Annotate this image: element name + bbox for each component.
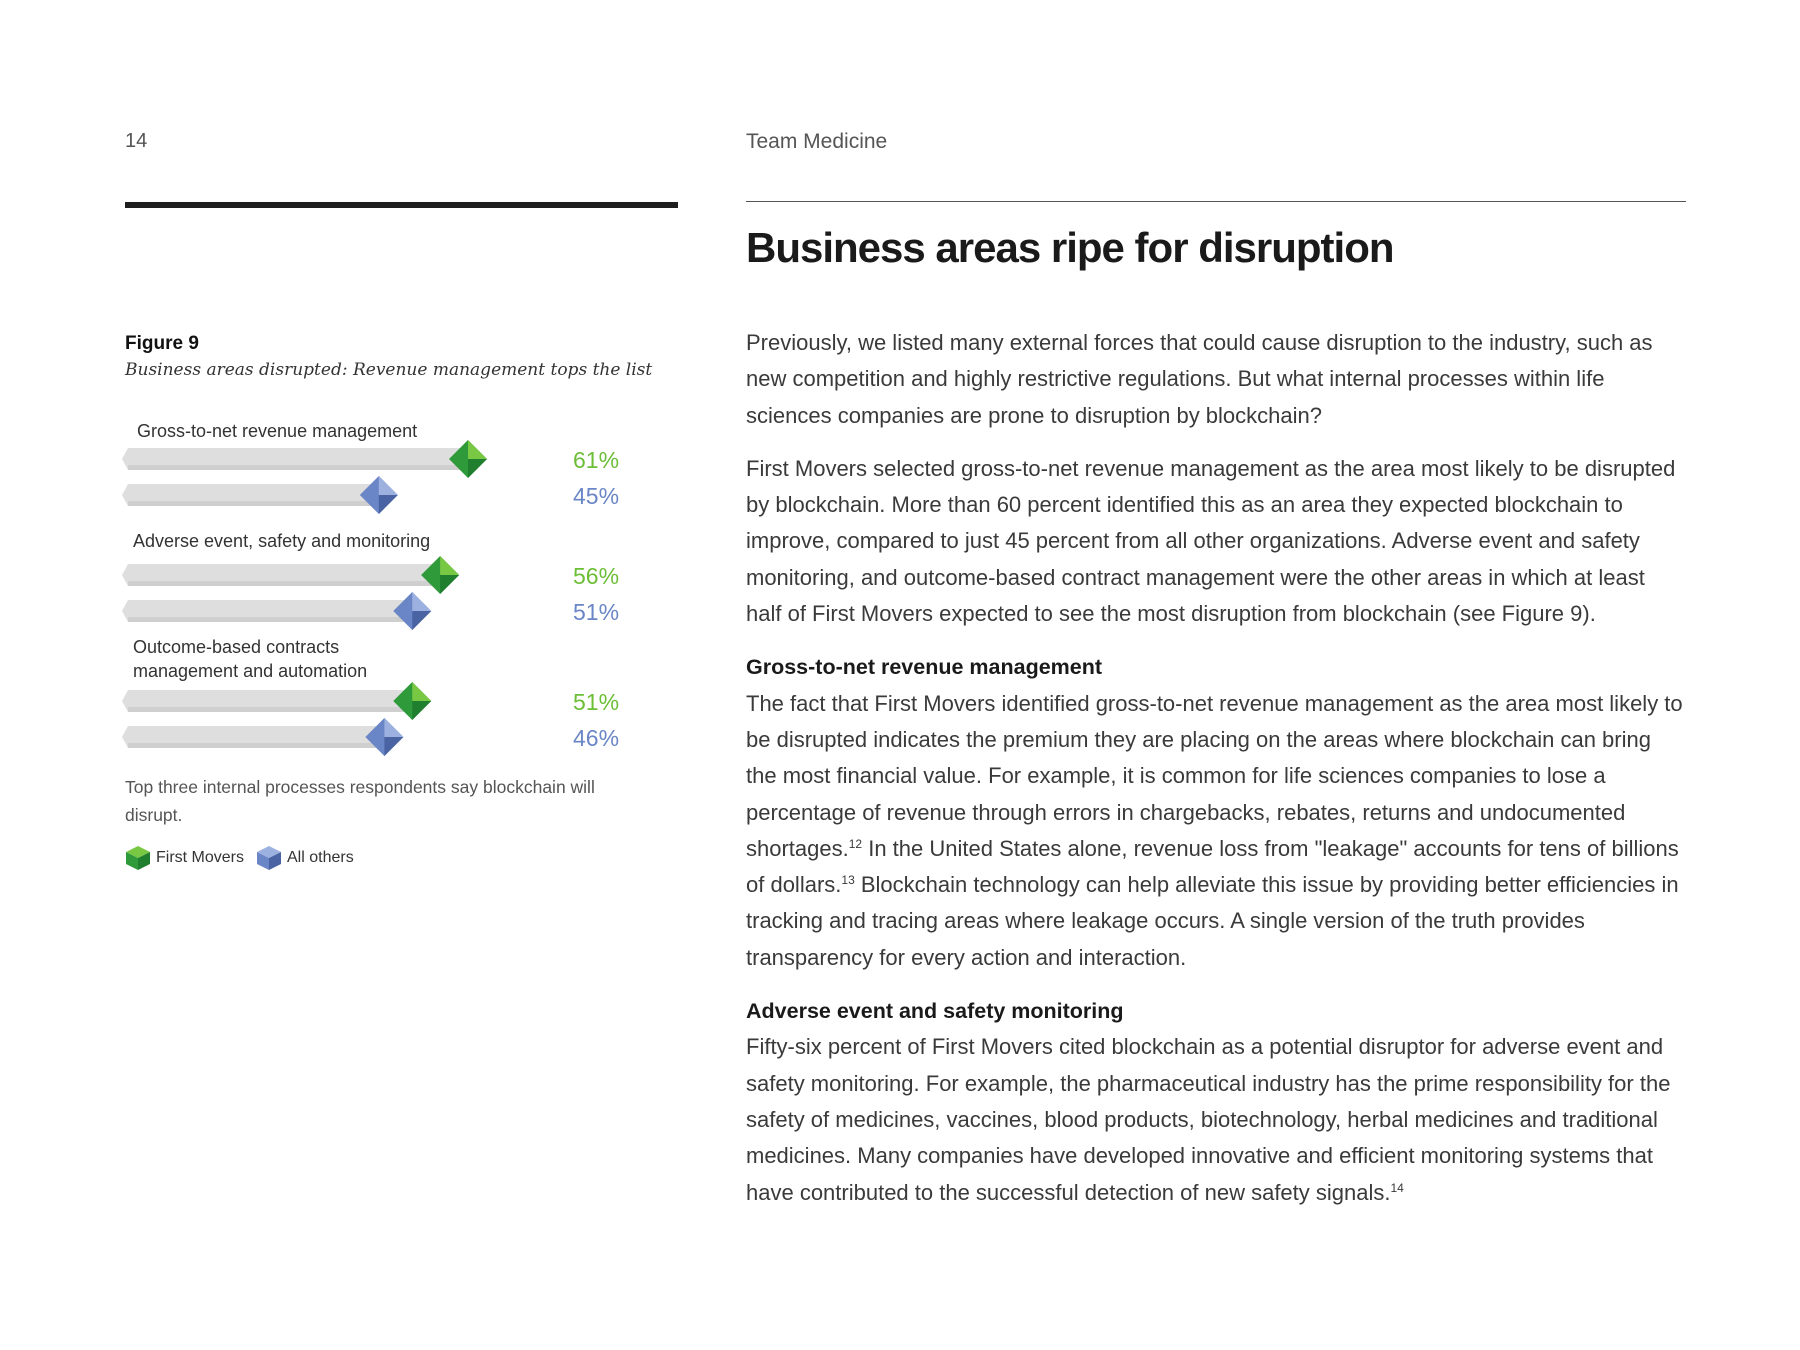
data-label-all-others: 51% [573, 599, 620, 625]
cube-face-top [468, 440, 487, 459]
footnote-ref: 14 [1390, 1180, 1404, 1195]
cube-face-top [379, 476, 398, 495]
running-head: Team Medicine [746, 130, 888, 153]
body-text-run: Blockchain technology can help alleviate this issue by providing better efficiencies in tracking and tracing areas where leakage occurs. A single version of the truth provides transparency for every action and interaction. [746, 872, 1679, 970]
cube-face-right [379, 495, 398, 514]
body-paragraph: Previously, we listed many external forces that could cause disruption to the industry, such as new competition and highly restrictive regulations. But what internal processes within life sciences companies are prone to disruption by blockchain? [746, 330, 1653, 428]
data-label-first-movers: 61% [573, 447, 620, 473]
category-label: Adverse event, safety and monitoring [133, 531, 431, 551]
body-paragraph [746, 686, 1686, 976]
cube-face-top [384, 718, 403, 737]
footnote-ref: 12 [848, 836, 863, 851]
data-label-all-others: 46% [573, 725, 620, 751]
section-heading: Adverse event and safety monitoring [746, 999, 1124, 1024]
bar-shadow [128, 465, 468, 470]
body-paragraph [746, 1029, 1686, 1210]
cube-face-right [412, 701, 431, 720]
page-number: 14 [125, 130, 148, 152]
legend-item-all-others [256, 845, 354, 871]
footnote-ref: 13 [841, 873, 855, 888]
cube-face-top [440, 556, 459, 575]
bar-shadow [128, 707, 412, 712]
category-label: Gross-to-net revenue management [137, 421, 418, 441]
bar-shadow [128, 501, 379, 506]
cube-face-top [412, 682, 431, 701]
green-cube-icon [125, 845, 151, 871]
blue-cube-icon [256, 845, 282, 871]
figure-label: Figure 9 [125, 333, 199, 354]
legend-item-first-movers [125, 845, 244, 871]
figure-note: Top three internal processes respondents say blockchain will disrupt. [125, 777, 595, 825]
body-text-run: In the United States alone, revenue loss from "leakage" accounts for tens of billions of dollars. [746, 835, 1679, 898]
category-label: Outcome-based contracts management and automation [133, 637, 368, 681]
cube-face-right [384, 737, 403, 756]
cube-face-top [412, 592, 431, 611]
bar-shadow [128, 581, 440, 586]
cube-face-right [440, 575, 459, 594]
cube-face-right [412, 611, 431, 630]
data-label-all-others: 45% [573, 483, 620, 509]
bar-chart [0, 0, 700, 800]
section-heading: Gross-to-net revenue management [746, 655, 1103, 680]
body-text [746, 325, 1686, 1211]
cube-face-right [468, 459, 487, 478]
legend-label-first-movers: First Movers [156, 849, 244, 866]
body-text-run: Fifty-six percent of First Movers cited blockchain as a potential disruptor for adverse event and safety monitoring. For example, the pharmaceutical industry has the prime responsibility for the safety of medicines, vaccines, blood products, biotechnology, herbal medicines and traditional medicines. Many companies have developed innovative and efficient monitoring systems that have contributed to the successful detection of new safety signals. [746, 1034, 1671, 1205]
page-title: Business areas ripe for disruption [746, 224, 1394, 271]
data-label-first-movers: 51% [573, 689, 620, 715]
chart-legend [125, 845, 366, 871]
bar-shadow [128, 617, 412, 622]
bar-shadow [128, 743, 384, 748]
figure-caption: Business areas disrupted: Revenue management tops the list [125, 360, 653, 380]
legend-label-all-others: All others [287, 849, 354, 866]
right-divider [746, 201, 1686, 202]
body-text-run: The fact that First Movers identified gross-to-net revenue management as the area most likely to be disrupted indicates the premium they are placing on the areas where blockchain can bring the most financial value. For example, it is common for life sciences companies to lose a percentage of revenue through errors in chargebacks, rebates, returns and undocumented shortages. [746, 690, 1683, 861]
body-paragraph: First Movers selected gross-to-net revenue management as the area most likely to be disrupted by blockchain. More than 60 percent identified this as an area they expected blockchain to improve, compared to just 45 percent from all other organizations. Adverse event and safety monitoring, and outcome-based contract management were the other areas in which at least half of First Movers expected to see the most disruption from blockchain (see Figure 9). [746, 455, 1676, 627]
data-label-first-movers: 56% [573, 563, 620, 589]
